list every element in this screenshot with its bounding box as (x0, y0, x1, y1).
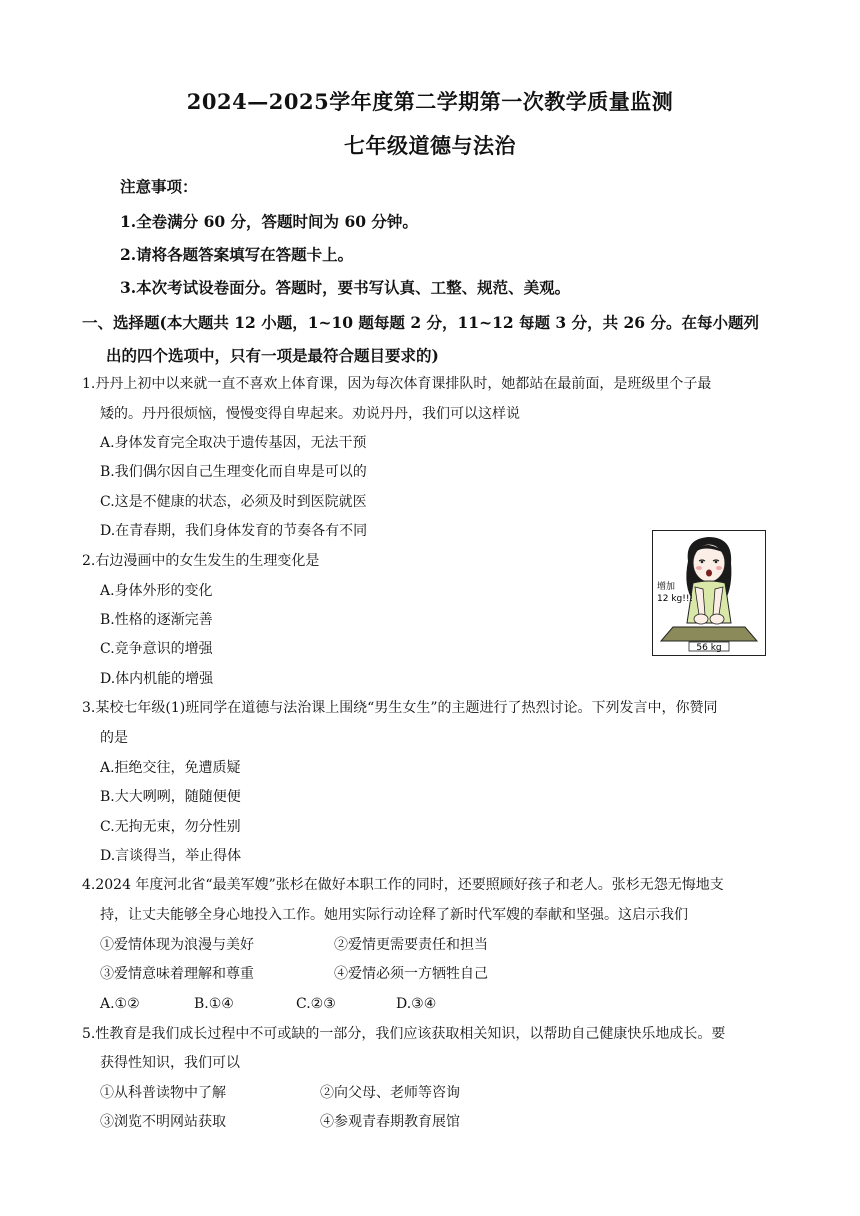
q4-stem-line1: 4.2024 年度河北省“最美军嫂”张杉在做好本职工作的同时，还要照顾好孩子和老人。张杉无怨无悔地支 (82, 877, 724, 893)
q2-option-b: B.性格的逐渐完善 (100, 612, 213, 628)
q3-option-d: D.言谈得当，举止得体 (100, 848, 242, 864)
q3-stem-line1: 3.某校七年级(1)班同学在道德与法治课上围绕“男生女生”的主题进行了热烈讨论。下列发言中，你赞同 (82, 700, 718, 716)
cartoon-caption-line2: 12 kg!!! (657, 594, 694, 604)
q2-option-a: A.身体外形的变化 (100, 583, 213, 599)
scale-reading: 56 kg (696, 643, 722, 653)
exam-subject: 七年级道德与法治 (344, 133, 516, 158)
girl-on-scale-illustration (653, 531, 764, 654)
q1-option-b: B.我们偶尔因自己生理变化而自卑是可以的 (100, 464, 367, 480)
q2-option-c: C.竞争意识的增强 (100, 641, 213, 657)
section-heading-line2: 出的四个选项中，只有一项是最符合题目要求的) (106, 346, 439, 365)
q3-option-b: B.大大咧咧，随随便便 (100, 789, 241, 805)
notice-item-1: 1.全卷满分 60 分，答题时间为 60 分钟。 (120, 212, 418, 231)
q4-stem-line2: 持，让丈夫能够全身心地投入工作。她用实际行动诠释了新时代军嫂的奉献和坚强。这启示我们 (100, 907, 688, 923)
section-heading-line1: 一、选择题(本大题共 12 小题，1~10 题每题 2 分，11~12 每题 3 分，共 26 分。在每小题列 (82, 313, 759, 332)
q4-statement-4: ④爱情必须一方牺牲自己 (334, 966, 488, 982)
notice-heading: 注意事项： (120, 177, 198, 196)
q1-stem-line2: 矮的。丹丹很烦恼，慢慢变得自卑起来。劝说丹丹，我们可以这样说 (100, 406, 520, 422)
q2-option-d: D.体内机能的增强 (100, 671, 214, 687)
q4-option-a: A.①② (100, 996, 140, 1012)
q4-option-d: D.③④ (396, 996, 437, 1012)
q4-statement-1: ①爱情体现为浪漫与美好 (100, 937, 254, 953)
notice-item-3: 3.本次考试设卷面分。答题时，要书写认真、工整、规范、美观。 (120, 278, 571, 297)
q1-option-c: C.这是不健康的状态，必须及时到医院就医 (100, 494, 367, 510)
q5-statement-4: ④参观青春期教育展馆 (320, 1114, 460, 1130)
q3-stem-line2: 的是 (100, 730, 128, 746)
q4-option-b: B.①④ (194, 996, 234, 1012)
q4-statement-2: ②爱情更需要责任和担当 (334, 937, 488, 953)
q4-statement-3: ③爱情意味着理解和尊重 (100, 966, 254, 982)
q5-statement-3: ③浏览不明网站获取 (100, 1114, 226, 1130)
notice-item-2: 2.请将各题答案填写在答题卡上。 (120, 245, 354, 264)
q1-option-a: A.身体发育完全取决于遗传基因，无法干预 (100, 435, 367, 451)
q5-statement-2: ②向父母、老师等咨询 (320, 1085, 460, 1101)
exam-title: 2024—2025学年度第二学期第一次教学质量监测 (186, 89, 674, 114)
q5-stem-line2: 获得性知识，我们可以 (100, 1055, 240, 1071)
q2-stem: 2.右边漫画中的女生发生的生理变化是 (82, 553, 320, 569)
q1-option-d: D.在青春期，我们身体发育的节奏各有不同 (100, 523, 368, 539)
q3-option-c: C.无拘无束，勿分性别 (100, 819, 241, 835)
q1-stem-line1: 1.丹丹上初中以来就一直不喜欢上体育课，因为每次体育课排队时，她都站在最前面，是班级里个子最 (82, 376, 712, 392)
cartoon-caption-line1: 增加 (657, 582, 676, 592)
q5-statement-1: ①从科普读物中了解 (100, 1085, 226, 1101)
q3-option-a: A.拒绝交往，免遭质疑 (100, 760, 241, 776)
q5-stem-line1: 5.性教育是我们成长过程中不可或缺的一部分，我们应该获取相关知识，以帮助自己健康快乐地成长。要 (82, 1026, 726, 1042)
cartoon-figure (652, 530, 766, 656)
q4-option-c: C.②③ (296, 996, 336, 1012)
